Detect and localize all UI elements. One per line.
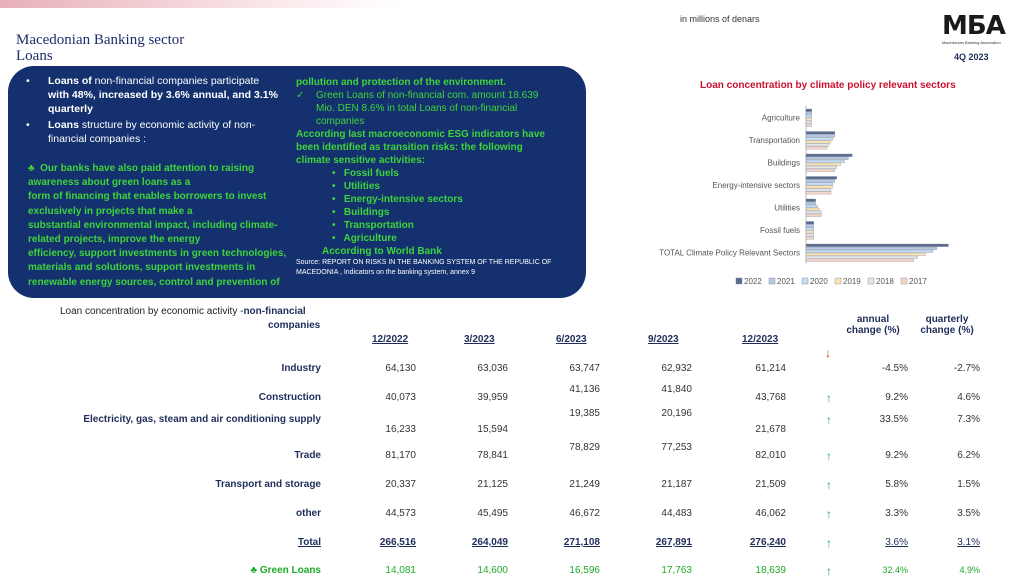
- table-cell: 61,214: [755, 363, 786, 374]
- chart-bar: [806, 237, 814, 240]
- period-header: 12/2023: [742, 334, 779, 345]
- chart-bar: [806, 225, 814, 228]
- bullet1-line3: quarterly: [48, 103, 93, 115]
- row-label-text: Industry: [281, 363, 321, 374]
- arrow-up-icon: ↑: [826, 413, 832, 427]
- bullet-icon: •: [26, 119, 30, 131]
- bullet1-text: non-financial companies participate: [91, 75, 260, 87]
- chart-category-label: Agriculture: [761, 113, 800, 123]
- chart-bar: [806, 121, 812, 124]
- chart-bar: [806, 135, 835, 138]
- arrow-up-icon: ↑: [826, 478, 832, 492]
- table-cell: 14,600: [477, 565, 508, 576]
- table-cell: 15,594: [477, 424, 508, 435]
- quarterly-change-cell: 6.2%: [957, 450, 980, 461]
- annual-change-cell: 9.2%: [885, 450, 908, 461]
- annual-header-l1: annual: [856, 314, 890, 325]
- source-line2: MACEDONIA , Indicators on the banking system, annex 9: [296, 269, 475, 276]
- table-cell: 21,509: [755, 479, 786, 490]
- bullet2-text: structure by economic activity of non-: [78, 119, 256, 131]
- chart-bar: [806, 231, 814, 234]
- chart-bar: [806, 112, 812, 115]
- chart-bar: [806, 208, 819, 211]
- chart-bar: [806, 124, 812, 127]
- table-cell: 78,829: [569, 442, 600, 453]
- row-label-text: Transport and storage: [215, 479, 321, 490]
- chart-bar: [806, 141, 831, 144]
- legend-label: 2022: [744, 277, 762, 286]
- table-cell: 21,249: [569, 479, 600, 490]
- table-cell: 276,240: [749, 537, 786, 548]
- arrow-down-icon: ↓: [825, 346, 831, 360]
- chart-category-label: Energy-intensive sectors: [712, 180, 800, 190]
- risk-item: • Transportation: [332, 220, 414, 231]
- table-cell: 20,337: [385, 479, 416, 490]
- annual-change-cell: 33.5%: [879, 414, 908, 425]
- table-cell: 45,495: [477, 508, 508, 519]
- table-cell: 43,768: [755, 392, 786, 403]
- annual-change-cell: -4.5%: [881, 363, 908, 374]
- table-cell: 64,130: [385, 363, 416, 374]
- table-cell: 21,187: [661, 479, 692, 490]
- risk-item-text: Buildings: [343, 207, 390, 218]
- table-cell: 18,639: [755, 565, 786, 576]
- quarterly-header-l1: quarterly: [925, 314, 969, 325]
- arrow-up-icon: ↑: [826, 449, 832, 463]
- table-cell: 271,108: [563, 537, 600, 548]
- row-label: [21, 363, 321, 374]
- risk-item: • Energy-intensive sectors: [332, 194, 463, 205]
- annual-change-cell: 32.4%: [882, 565, 908, 575]
- logo-mark: MБА: [942, 11, 1005, 41]
- table-cell: 46,062: [755, 508, 786, 519]
- bullet-icon: •: [26, 75, 30, 87]
- chart-bar: [806, 160, 845, 163]
- green-line8: materials and solutions, support investments in: [28, 262, 256, 274]
- chart-bar: [806, 253, 925, 256]
- table-cell: 41,840: [661, 384, 692, 395]
- arrow-up-icon: ↑: [826, 391, 832, 405]
- table-cell: 40,073: [385, 392, 416, 403]
- legend-swatch: [802, 278, 808, 284]
- row-label: [21, 565, 321, 576]
- tree-icon: ♣: [250, 565, 258, 576]
- legend-label: 2017: [909, 277, 927, 286]
- row-label: [21, 392, 321, 403]
- chart-bar: [806, 138, 833, 141]
- legend-label: 2019: [843, 277, 861, 286]
- mba-logo: [942, 11, 1005, 45]
- chart-bar: [806, 169, 835, 172]
- row-label-text: other: [296, 508, 321, 519]
- risk-item-text: Agriculture: [343, 233, 397, 244]
- col2-line1: pollution and protection of the environment.: [296, 77, 506, 88]
- logo-subtitle: Macedonian Banking Association: [942, 40, 1001, 45]
- chart-bar: [806, 250, 933, 253]
- quarterly-change-cell: 4.9%: [959, 565, 980, 575]
- legend-swatch: [868, 278, 874, 284]
- legend-label: 2018: [876, 277, 894, 286]
- col2-line7: climate sensitive activities:: [296, 155, 425, 166]
- top-decorative-stripe: [0, 0, 400, 8]
- annual-change-cell: 9.2%: [885, 392, 908, 403]
- period-header: 12/2022: [372, 334, 409, 345]
- chart-bar: [806, 202, 816, 205]
- legend-swatch: [769, 278, 775, 284]
- check-icon: ✓: [296, 90, 305, 101]
- chart-bar: [806, 256, 918, 259]
- green-line9: renewable energy sources, control and prevention of: [28, 276, 280, 288]
- green-line3: form of financing that enables borrowers to invest: [28, 191, 267, 203]
- annual-change-cell: 3.3%: [885, 508, 908, 519]
- chart-bar: [806, 132, 835, 135]
- legend-swatch: [835, 278, 841, 284]
- period-header: 6/2023: [556, 334, 587, 345]
- period-header: 9/2023: [648, 334, 679, 345]
- col2-line2: Green Loans of non-financial com. amount 18.639: [316, 90, 539, 101]
- table-cell: 82,010: [755, 450, 786, 461]
- quarterly-change-cell: 3.5%: [957, 508, 980, 519]
- col2-line5: According last macroeconomic ESG indicators have: [296, 129, 545, 140]
- esg-column: [296, 76, 566, 278]
- arrow-up-icon: ↑: [826, 564, 832, 578]
- bullet1-line2: with 48%, increased by 3.6% annual, and 3.1%: [48, 89, 278, 101]
- table-cell: 21,125: [477, 479, 508, 490]
- chart-bar: [806, 166, 837, 169]
- title-line2: Loans: [16, 48, 53, 64]
- row-label-text: Green Loans: [259, 565, 321, 576]
- chart-bar: [806, 244, 948, 247]
- risk-item: • Buildings: [332, 207, 390, 218]
- table-cell: 16,596: [569, 565, 600, 576]
- chart-bar: [806, 214, 821, 217]
- annual-change-header: [838, 314, 908, 336]
- risk-item-text: Utilities: [343, 181, 380, 192]
- chart-bar: [806, 109, 812, 112]
- row-label: [21, 479, 321, 490]
- row-label: [21, 414, 321, 425]
- source-line1: Source: REPORT ON RISKS IN THE BANKING SYSTEM OF THE REPUBLIC OF: [296, 259, 552, 266]
- table-cell: 41,136: [569, 384, 600, 395]
- source-note: [296, 258, 566, 278]
- chart-bar: [806, 157, 848, 160]
- bullet-loans-structure: [26, 118, 298, 146]
- according-world-bank: According to World Bank: [322, 246, 442, 257]
- col2-line6: been identified as transition risks: the following: [296, 142, 523, 153]
- tree-icon: ♣: [28, 163, 35, 174]
- table-cell: 267,891: [655, 537, 692, 548]
- bullet-loans-share: [26, 74, 298, 116]
- chart-bar: [806, 199, 816, 202]
- green-line5: substantial environmental impact, including climate-: [28, 219, 278, 231]
- row-label-text: Electricity, gas, steam and air conditioning supply: [83, 414, 321, 425]
- table-cell: 17,763: [661, 565, 692, 576]
- green-line1-text: Our banks have also paid attention to raising: [40, 163, 255, 174]
- table-cell: 21,678: [755, 424, 786, 435]
- table-cell: 62,932: [661, 363, 692, 374]
- green-line4: exclusively in projects that make a: [28, 205, 193, 217]
- table-cell: 78,841: [477, 450, 508, 461]
- unit-label: in millions of denars: [680, 14, 760, 24]
- annual-change-cell: 3.6%: [885, 537, 908, 548]
- chart-bar: [806, 228, 814, 231]
- legend-label: 2021: [777, 277, 795, 286]
- chart-bar: [806, 118, 812, 121]
- table-cell: 63,747: [569, 363, 600, 374]
- table-cell: 81,170: [385, 450, 416, 461]
- table-cell: 264,049: [471, 537, 508, 548]
- bullet1-bold: Loans of: [48, 75, 92, 87]
- row-label-text: Trade: [294, 450, 321, 461]
- chart-bar: [806, 147, 827, 150]
- table-title-part1: Loan concentration by economic activity -: [60, 306, 244, 317]
- table-cell: 14,081: [385, 565, 416, 576]
- legend-swatch: [736, 278, 742, 284]
- chart-bar: [806, 234, 814, 237]
- legend-label: 2020: [810, 277, 828, 286]
- legend-swatch: [901, 278, 907, 284]
- table-cell: 20,196: [661, 408, 692, 419]
- table-cell: 46,672: [569, 508, 600, 519]
- table-cell: 16,233: [385, 424, 416, 435]
- table-cell: 19,385: [569, 408, 600, 419]
- chart-bar: [806, 211, 821, 214]
- bullet2-line2: financial companies :: [48, 133, 147, 145]
- quarterly-change-cell: 3.1%: [957, 537, 980, 548]
- table-title-line2: companies: [268, 320, 321, 331]
- col2-green-amount: [296, 89, 566, 128]
- quarterly-change-cell: 7.3%: [957, 414, 980, 425]
- info-panel: [8, 66, 586, 298]
- annual-change-cell: 5.8%: [885, 479, 908, 490]
- green-loans-paragraph: [28, 162, 306, 290]
- chart-bar: [806, 247, 937, 250]
- risk-item: • Agriculture: [332, 233, 397, 244]
- arrow-up-icon: ↑: [826, 536, 832, 550]
- col2-line3: Mio. DEN 8.6% in total Loans of non-financial: [316, 103, 518, 114]
- green-line2: awareness about green loans as a: [28, 177, 191, 189]
- risk-item-text: Energy-intensive sectors: [343, 194, 463, 205]
- period-header: 3/2023: [464, 334, 495, 345]
- chart-bar: [806, 205, 818, 208]
- risk-item: • Fossil fuels: [332, 168, 399, 179]
- table-title: [60, 306, 306, 317]
- table-title-part2: non-financial: [243, 306, 306, 317]
- quarterly-change-cell: 1.5%: [957, 479, 980, 490]
- chart-category-label: Utilities: [774, 203, 800, 213]
- risk-item: • Utilities: [332, 181, 380, 192]
- quarterly-change-cell: -2.7%: [953, 363, 980, 374]
- chart-bar: [806, 154, 852, 157]
- quarterly-change-cell: 4.6%: [957, 392, 980, 403]
- green-line6: related projects, improve the energy: [28, 234, 201, 246]
- row-label: [21, 450, 321, 461]
- chart-bar: [806, 183, 833, 186]
- bullet2-bold: Loans: [48, 119, 79, 131]
- risk-item-text: Transportation: [343, 220, 414, 231]
- climate-sector-chart: [640, 100, 980, 300]
- arrow-up-icon: ↑: [826, 507, 832, 521]
- col2-line4: companies: [316, 116, 365, 127]
- chart-bar: [806, 163, 841, 166]
- chart-bar: [806, 222, 814, 225]
- chart-bar: [806, 177, 837, 180]
- quarter-label: 4Q 2023: [954, 52, 989, 62]
- green-line7: efficiency, support investments in green technologies,: [28, 248, 287, 260]
- green-line1: [28, 162, 306, 176]
- chart-bar: [806, 192, 831, 195]
- chart-bar: [806, 180, 835, 183]
- quarterly-header-l2: change (%): [920, 325, 974, 336]
- chart-category-label: Fossil fuels: [759, 225, 800, 235]
- row-label-text: Total: [297, 537, 321, 548]
- table-cell: 77,253: [661, 442, 692, 453]
- chart-bar: [806, 259, 914, 262]
- page-title: [16, 32, 184, 64]
- risk-list: [296, 167, 566, 245]
- chart-category-label: TOTAL Climate Policy Relevant Sectors: [659, 248, 800, 258]
- risk-item-text: Fossil fuels: [343, 168, 399, 179]
- annual-header-l2: change (%): [846, 325, 900, 336]
- table-cell: 44,483: [661, 508, 692, 519]
- chart-bar: [806, 186, 833, 189]
- table-cell: 266,516: [379, 537, 416, 548]
- chart-title: Loan concentration by climate policy relevant sectors: [700, 80, 956, 91]
- chart-bar: [806, 144, 829, 147]
- quarterly-change-header: [912, 314, 982, 336]
- table-cell: 63,036: [477, 363, 508, 374]
- chart-category-label: Transportation: [748, 135, 800, 145]
- chart-bar: [806, 115, 812, 118]
- table-cell: 44,573: [385, 508, 416, 519]
- row-label: [21, 537, 321, 548]
- row-label-text: Construction: [258, 392, 321, 403]
- title-line1: Macedonian Banking sector: [16, 32, 185, 48]
- chart-category-label: Buildings: [767, 158, 800, 168]
- row-label: [21, 508, 321, 519]
- chart-bar: [806, 189, 831, 192]
- table-cell: 39,959: [477, 392, 508, 403]
